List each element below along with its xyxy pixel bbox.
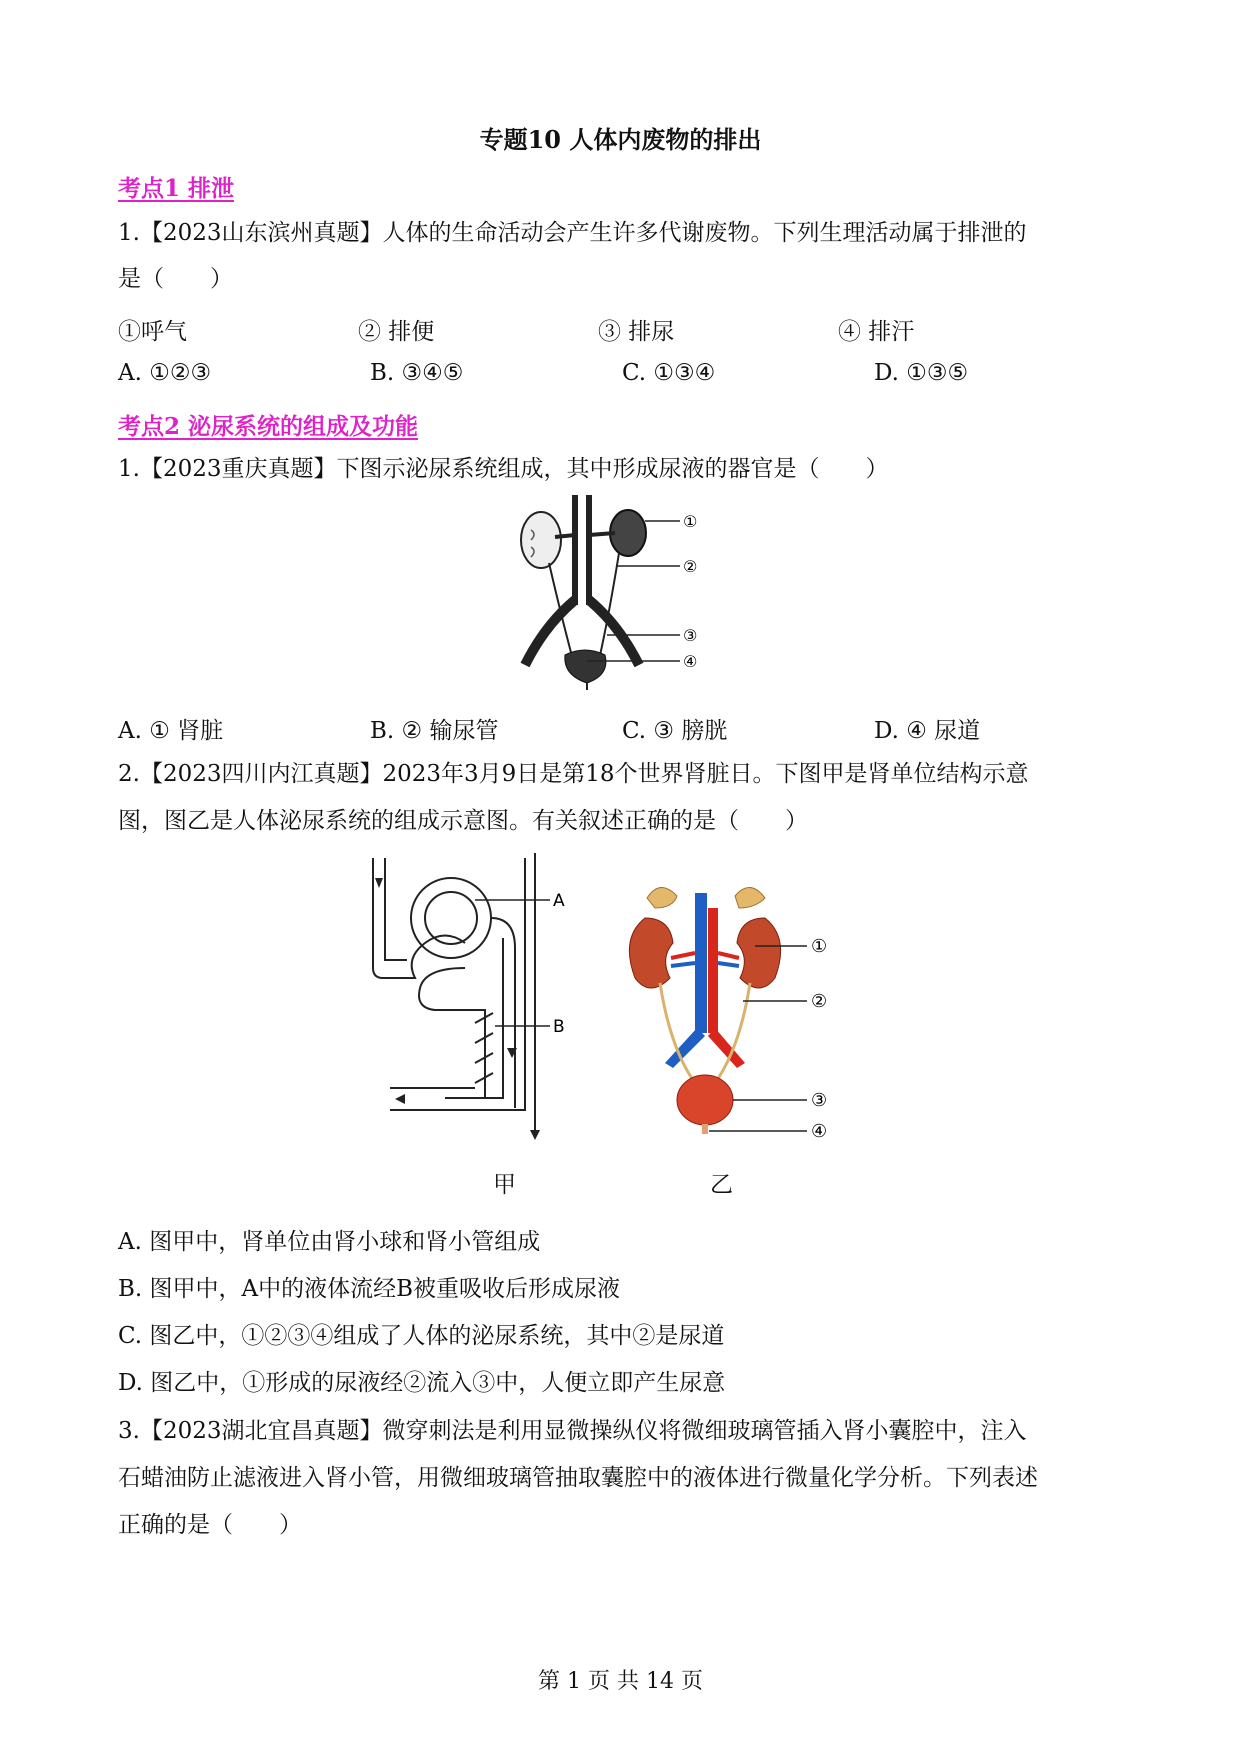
question-text: 图，图乙是人体泌尿系统的组成示意图。有关叙述正确的是（ ） xyxy=(118,808,808,834)
figure-label: A xyxy=(553,891,565,911)
nephron-figure xyxy=(365,848,580,1148)
figure-label: ④ xyxy=(683,652,698,671)
right-kidney xyxy=(610,510,646,556)
answer-option-d: D. 图乙中，①形成的尿液经②流入③中，人便立即产生尿意 xyxy=(118,1370,726,1396)
list-item: ①呼气 xyxy=(118,319,187,345)
figure-caption: 乙 xyxy=(710,1172,733,1198)
urinary-system-figure xyxy=(515,495,715,690)
section-heading-urinary-system: 考点2 泌尿系统的组成及功能 xyxy=(118,413,419,440)
answer-option-a: A. ① 肾脏 xyxy=(118,718,224,744)
answer-option-c: C. ③ 膀胱 xyxy=(622,718,728,744)
answer-option-d: D. ④ 尿道 xyxy=(874,718,981,744)
figure-label: ③ xyxy=(683,626,698,645)
question-text: 3.【2023湖北宜昌真题】微穿刺法是利用显微操纵仪将微细玻璃管插入肾小囊腔中，注入 xyxy=(118,1418,1027,1444)
figure-label: ④ xyxy=(811,1121,828,1142)
section-heading-excretion: 考点1 排泄 xyxy=(118,175,235,202)
answer-option-c: C. 图乙中，①②③④组成了人体的泌尿系统，其中②是尿道 xyxy=(118,1323,725,1349)
answer-option-d: D. ①③⑤ xyxy=(874,360,969,386)
answer-option-a: A. 图甲中，肾单位由肾小球和肾小管组成 xyxy=(118,1229,541,1255)
answer-option-b: B. ② 输尿管 xyxy=(370,718,499,744)
list-item: ③ 排尿 xyxy=(598,319,675,345)
figure-label: ② xyxy=(683,557,698,576)
answer-option-b: B. ③④⑤ xyxy=(370,360,464,386)
figure-caption: 甲 xyxy=(493,1172,516,1198)
figure-label: ② xyxy=(811,991,828,1012)
question-text: 正确的是（ ） xyxy=(118,1512,302,1538)
page-title: 专题10 人体内废物的排出 xyxy=(479,125,762,154)
question-text: 1.【2023重庆真题】下图示泌尿系统组成，其中形成尿液的器官是（ ） xyxy=(118,456,889,482)
answer-option-b: B. 图甲中，A中的液体流经B被重吸收后形成尿液 xyxy=(118,1276,621,1302)
urinary-system-color-figure xyxy=(615,878,855,1148)
question-text: 1.【2023山东滨州真题】人体的生命活动会产生许多代谢废物。下列生理活动属于排泄的 xyxy=(118,220,1027,246)
figure-label: B xyxy=(553,1017,565,1037)
answer-option-c: C. ①③④ xyxy=(622,360,716,386)
question-text: 是（ ） xyxy=(118,266,233,292)
figure-label: ① xyxy=(683,512,698,531)
list-item: ② 排便 xyxy=(358,319,435,345)
answer-option-a: A. ①②③ xyxy=(118,360,212,386)
figure-label: ① xyxy=(811,936,828,957)
list-item: ④ 排汗 xyxy=(838,319,915,345)
page-footer: 第 1 页 共 14 页 xyxy=(538,1669,703,1694)
figure-label: ③ xyxy=(811,1090,828,1111)
question-text: 2.【2023四川内江真题】2023年3月9日是第18个世界肾脏日。下图甲是肾单位结构示意 xyxy=(118,761,1029,787)
left-kidney xyxy=(521,512,561,568)
question-text: 石蜡油防止滤液进入肾小管，用微细玻璃管抽取囊腔中的液体进行微量化学分析。下列表述 xyxy=(118,1465,1038,1491)
